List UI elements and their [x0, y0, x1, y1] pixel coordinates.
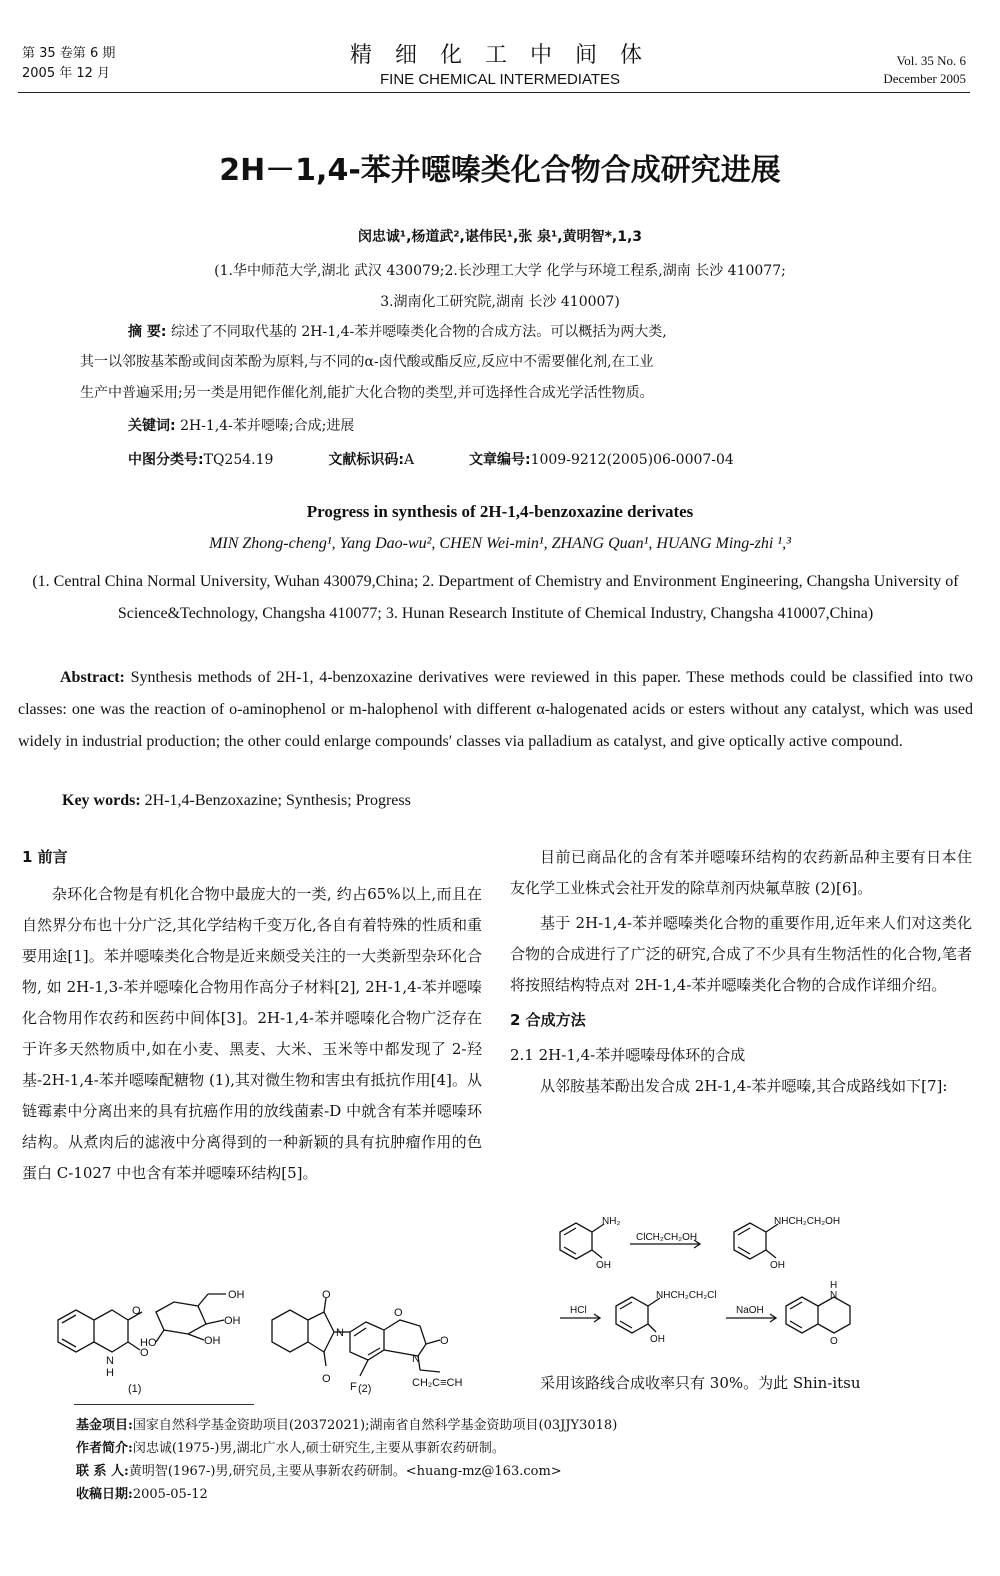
label-h-final: H	[830, 1280, 838, 1291]
english-title: Progress in synthesis of 2H-1,4-benzoxazine derivates	[306, 502, 694, 521]
label-prod1: NHCH₂CH₂OH	[774, 1216, 841, 1227]
label-oh-prod1: OH	[770, 1260, 785, 1271]
abstract-cn-line-2: 其一以邻胺基苯酚或间卤苯酚为原料,与不同的α-卤代酸或酯反应,反应中不需要催化剂,在工业	[80, 354, 654, 370]
english-abstract: Abstract: Synthesis methods of 2H-1, 4-benzoxazine derivatives were reviewed in this paper. These methods could be classified into two classes: one was the reaction of o-aminophenol or m-halophenol with different α-halogenated acids or esters without any catalyst, which was used widely in industrial production; the other could enlarge compounds′ classes via palladium as catalyst, and give optically active compound.	[18, 669, 973, 750]
intro-paragraph: 杂环化合物是有机化合物中最庞大的一类, 约占65%以上,而且在自然界分布也十分广泛,其化学结构千变万化,各自有着特殊的性质和重要用途[1]。苯并噁嗪类化合物是近来颇受关注的一大类新型杂环化合物, 如 2H-1,3-苯并噁嗪化合物用作高分子材料[2], 2H-1,4-苯并噁嗪化合物用作农药和医药中间体[3]。2H-1,4-苯并噁嗪化合物广泛存在于许多天然物质中,如在小麦、黑麦、大米、玉米等中都发现了 2-羟基-2H-1,4-苯并噁嗪配糖物 (1),其对微生物和害虫有抵抗作用[4]。从链霉素中分离出来的具有抗癌作用的放线菌素-D 中就含有苯并噁嗪环结构。从煮肉后的滤液中分离得到的一种新颖的具有抗肿瘤作用的色蛋白 C-1027 中也含有苯并噁嗪环结构[5]。	[22, 885, 482, 1182]
section-heading-intro: 1 前言	[22, 848, 68, 866]
right-column	[510, 842, 972, 1102]
label-o-5: O	[394, 1307, 403, 1319]
right-paragraph-3: 从邻胺基苯酚出发合成 2H-1,4-苯并噁嗪,其合成路线如下[7]:	[540, 1077, 948, 1095]
label-oh-3: OH	[204, 1335, 221, 1347]
label-side-chain: CH₂C≡CH	[412, 1377, 463, 1389]
paper-title: 2H－1,4-苯并噁嗪类化合物合成研究进展	[219, 153, 781, 188]
section-heading-methods: 2 合成方法	[510, 1011, 586, 1029]
clc-number: TQ254.19	[203, 452, 274, 468]
footnote-rule	[74, 1404, 254, 1405]
label-ho: HO	[140, 1337, 157, 1349]
label-o-1: O	[132, 1305, 141, 1317]
label-nh2: NH₂	[602, 1216, 621, 1227]
footnote-contact: 联 系 人:黄明智(1967-)男,研究员,主要从事新农药研制。<huang-mz@163.com>	[76, 1464, 562, 1479]
reagent-1: ClCH₂CH₂OH	[636, 1232, 698, 1243]
label-n-final: N	[830, 1290, 838, 1301]
label-n-2: N	[336, 1327, 344, 1339]
journal-name	[300, 38, 700, 88]
label-o-4: O	[322, 1373, 331, 1385]
header-issue	[22, 44, 115, 84]
reagent-naoh: NaOH	[736, 1305, 764, 1316]
header-issue-en	[883, 52, 966, 88]
label-o-2: O	[140, 1347, 149, 1359]
label-o-3: O	[322, 1290, 331, 1301]
journal-name-en: FINE CHEMICAL INTERMEDIATES	[379, 71, 621, 88]
footnote-fund: 基金项目:国家自然科学基金资助项目(20372021);湖南省自然科学基金资助项目(03JJY3018)	[76, 1418, 618, 1433]
english-abstract-label: Abstract:	[60, 669, 125, 686]
benzene-ring-1	[58, 1310, 94, 1352]
authors: 闵忠诚¹,杨道武²,谌伟民¹,张 泉¹,黄明智*,1,3	[357, 229, 643, 245]
classification-line: 中图分类号:TQ254.19 文献标识码:A 文章编号:1009-9212(2005)06-0007-04	[128, 452, 734, 468]
subsection-heading-2-1: 2.1 2H-1,4-苯并噁嗪母体环的合成	[510, 1046, 746, 1064]
right-paragraph-1: 目前已商品化的含有苯并噁嗪环结构的农药新品种主要有日本住友化学工业株式会社开发的除草剂丙炔氟草胺 (2)[6]。	[510, 848, 972, 897]
footnote-author: 作者简介:闵忠诚(1975-)男,湖北广水人,硕士研究生,主要从事新农药研制。	[76, 1441, 505, 1456]
abstract-cn-line-3: 生产中普遍采用;另一类是用钯作催化剂,能扩大化合物的类型,并可选择性合成光学活性物质。	[80, 385, 654, 401]
label-o-final: O	[830, 1336, 838, 1347]
label-n-1: N	[106, 1355, 114, 1367]
header-date-cn: 2005 年 12 月	[22, 66, 111, 81]
synthesis-scheme	[540, 1212, 970, 1362]
header-volume-cn: 第 35 卷第 6 期	[22, 46, 116, 61]
keywords-cn: 关键词: 2H-1,4-苯并噁嗪;合成;进展	[128, 418, 355, 434]
doc-code: A	[403, 452, 415, 468]
label-h-1: H	[106, 1367, 114, 1379]
label-n-3: N	[412, 1353, 420, 1365]
structures-figure	[28, 1290, 488, 1400]
abstract-cn-line-1: 摘 要: 综述了不同取代基的 2H-1,4-苯并噁嗪类化合物的合成方法。可以概括为两大类,	[128, 324, 667, 340]
affiliation-line-1: (1.华中师范大学,湖北 武汉 430079;2.长沙理工大学 化学与环境工程系,湖南 长沙 410077;	[214, 263, 786, 279]
header-date-en: December 2005	[883, 71, 966, 86]
compound-1-label: (1)	[128, 1383, 142, 1395]
journal-name-cn: 精 细 化 工 中 间 体	[350, 43, 650, 68]
footnotes	[76, 1414, 617, 1506]
label-o-6: O	[440, 1335, 449, 1347]
english-authors: MIN Zhong-cheng¹, Yang Dao-wu², CHEN Wei-min¹, ZHANG Quan¹, HUANG Ming-zhi ¹,³	[209, 535, 791, 552]
affiliation-line-2: 3.湖南化工研究院,湖南 长沙 410007)	[380, 294, 620, 310]
label-f: F	[350, 1381, 357, 1393]
label-prod2: NHCH₂CH₂Cl	[656, 1290, 717, 1301]
article-number: 1009-9212(2005)06-0007-04	[530, 452, 734, 468]
label-oh-prod2: OH	[650, 1334, 665, 1345]
header-volume-en: Vol. 35 No. 6	[896, 53, 966, 68]
right-paragraph-2: 基于 2H-1,4-苯并噁嗪类化合物的重要作用,近年来人们对这类化合物的合成进行了广泛的研究,合成了不少具有生物活性的化合物,笔者将按照结构特点对 2H-1,4-苯并噁嗪类化合物的合成作详细介绍。	[510, 914, 972, 994]
reagent-hcl: HCl	[570, 1305, 587, 1316]
right-paragraph-4: 采用该路线合成收率只有 30%。为此 Shin-itsu	[540, 1374, 861, 1392]
footnote-received: 收稿日期:2005-05-12	[76, 1487, 208, 1502]
header-rule	[18, 92, 970, 93]
label-oh-2: OH	[224, 1315, 241, 1327]
label-oh-start: OH	[596, 1260, 611, 1271]
label-oh-1: OH	[228, 1290, 245, 1301]
abstract-cn-label: 摘 要:	[128, 324, 167, 340]
english-affiliations: (1. Central China Normal University, Wuhan 430079,China; 2. Department of Chemistry and Environment Engineering, Changsha University of Science&Technology, Changsha 410077; 3. Hunan Research Institute of Chemical Industry, Changsha 410007,China)	[32, 573, 959, 622]
english-keywords: Key words: 2H-1,4-Benzoxazine; Synthesis; Progress	[62, 792, 411, 809]
compound-2-label: (2)	[358, 1383, 372, 1395]
left-column	[22, 842, 482, 1189]
